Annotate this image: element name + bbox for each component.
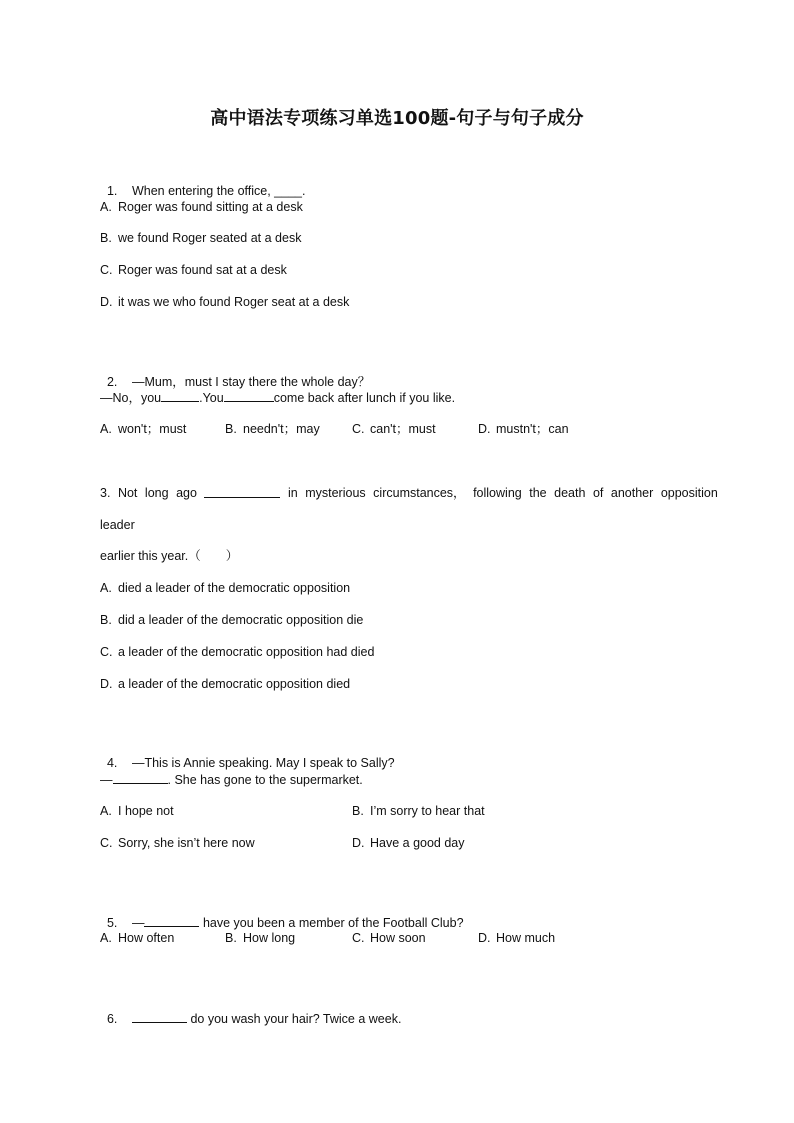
question-5-option-a: A. How often — [100, 931, 175, 945]
question-number: 2. — [106, 375, 118, 389]
question-5-stem: 5. — have you been a member of the Football Club? — [106, 916, 464, 930]
question-5-option-c: C. How soon — [352, 931, 426, 945]
question-6-stem — [100, 994, 401, 1027]
answer-blank — [224, 389, 274, 402]
question-4-option-b: B. I’m sorry to hear that — [352, 804, 485, 818]
document-title: 高中语法专项练习单选100题-句子与句子成分 — [210, 108, 584, 129]
question-number: 6. — [106, 1012, 118, 1026]
question-4-option-c: C. Sorry, she isn’t here now — [100, 836, 255, 850]
question-1-option-d: D. it was we who found Roger seat at a desk — [100, 295, 350, 309]
question-3-option-c: C. a leader of the democratic opposition had died — [100, 645, 375, 659]
question-3-stem: 3. Not long ago in mysterious circumstances， following the death of another opposition — [100, 486, 718, 500]
question-number: 5. — [106, 916, 118, 930]
answer-blank — [144, 914, 199, 927]
question-1-option-c: C. Roger was found sat at a desk — [100, 263, 287, 277]
question-2-option-c: C. can't；must — [352, 422, 436, 436]
question-4-stem — [100, 739, 395, 771]
question-text: When entering the office, ____. — [131, 184, 306, 198]
question-3-option-b: B. did a leader of the democratic opposition die — [100, 613, 364, 627]
question-4-stem-line2: — . She has gone to the supermarket. — [100, 773, 363, 787]
question-text: do you wash your hair? Twice a week. — [190, 1012, 402, 1026]
question-5-option-d: D. How much — [478, 931, 556, 945]
question-2-stem — [100, 358, 370, 390]
question-3-option-a: A. died a leader of the democratic opposition — [100, 581, 351, 595]
question-number: 4. — [106, 756, 118, 770]
question-4-option-d: D. Have a good day — [352, 836, 465, 850]
question-4-option-a: A. I hope not — [100, 804, 174, 818]
question-text: have you been a member of the Football Club? — [202, 916, 464, 930]
question-2-option-a: A. won't；must — [100, 422, 187, 436]
answer-blank — [113, 771, 168, 784]
answer-blank — [204, 485, 280, 498]
question-3-stem-line3: earlier this year.（ ） — [100, 549, 239, 563]
question-3-option-d: D. a leader of the democratic opposition died — [100, 677, 351, 691]
question-1-option-a: A. Roger was found sitting at a desk — [100, 200, 303, 214]
answer-blank — [132, 1010, 187, 1023]
question-2-stem-line2: —No，you .You come back after lunch if you like. — [100, 391, 456, 405]
question-3-stem-line2: leader — [100, 518, 135, 532]
question-number: 1. — [106, 184, 118, 198]
question-number: 3. — [100, 486, 111, 500]
question-text: —Mum，must I stay there the whole day？ — [131, 375, 371, 389]
question-2-option-d: D. mustn't；can — [478, 422, 569, 436]
question-5-option-b: B. How long — [225, 931, 296, 945]
question-text: —This is Annie speaking. May I speak to Sally? — [131, 756, 395, 770]
question-2-option-b: B. needn't；may — [225, 422, 320, 436]
question-1-option-b: B. we found Roger seated at a desk — [100, 231, 302, 245]
question-1-stem — [100, 167, 305, 199]
answer-blank — [161, 389, 199, 402]
